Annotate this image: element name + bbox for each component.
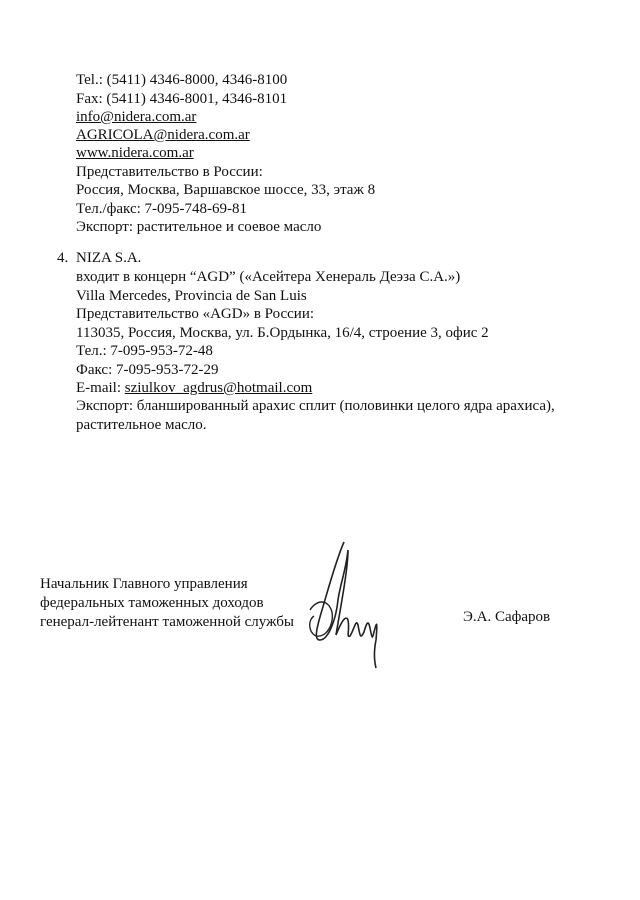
item-line: входит в концерн “AGD” («Асейтера Хенераль Деэза С.А.»)	[76, 269, 461, 285]
export-line-2: растительное масло.	[76, 417, 207, 433]
item-line: Представительство «AGD» в России:	[76, 306, 315, 322]
email-line	[76, 379, 312, 397]
email-link-agricola[interactable]: AGRICOLA@nidera.com.ar	[76, 127, 250, 143]
email-link-info[interactable]: info@nidera.com.ar	[76, 109, 197, 125]
item-line: Villa Mercedes, Provincia de San Luis	[76, 288, 307, 304]
signer-name: Э.А. Сафаров	[463, 609, 551, 625]
telfax-line: Тел./факс: 7-095-748-69-81	[76, 201, 247, 217]
email-label: E-mail:	[76, 380, 125, 396]
item-number: 4.	[57, 250, 69, 266]
item-line: Факс: 7-095-953-72-29	[76, 362, 219, 378]
export-line: Экспорт: растительное и соевое масло	[76, 219, 322, 235]
signer-position: федеральных таможенных доходов	[40, 595, 264, 611]
email-link[interactable]: sziulkov_agdrus@hotmail.com	[124, 380, 313, 396]
signer-position: Начальник Главного управления	[40, 576, 248, 592]
export-line: Экспорт: бланшированный арахис сплит (половинки целого ядра арахиса),	[76, 398, 555, 414]
item-title: NIZA S.A.	[76, 250, 142, 266]
website-link[interactable]: www.nidera.com.ar	[76, 145, 194, 161]
handwritten-signature	[306, 540, 386, 670]
tel-line: Tel.: (5411) 4346-8000, 4346-8100	[76, 72, 288, 88]
signer-position: генерал-лейтенант таможенной службы	[40, 614, 294, 630]
fax-line: Fax: (5411) 4346-8001, 4346-8101	[76, 91, 288, 107]
address-line: Россия, Москва, Варшавское шоссе, 33, этаж 8	[76, 182, 376, 198]
item-line: 113035, Россия, Москва, ул. Б.Ордынка, 16/4, строение 3, офис 2	[76, 325, 489, 341]
item-line: Тел.: 7-095-953-72-48	[76, 343, 213, 359]
representation-heading: Представительство в России:	[76, 164, 263, 180]
